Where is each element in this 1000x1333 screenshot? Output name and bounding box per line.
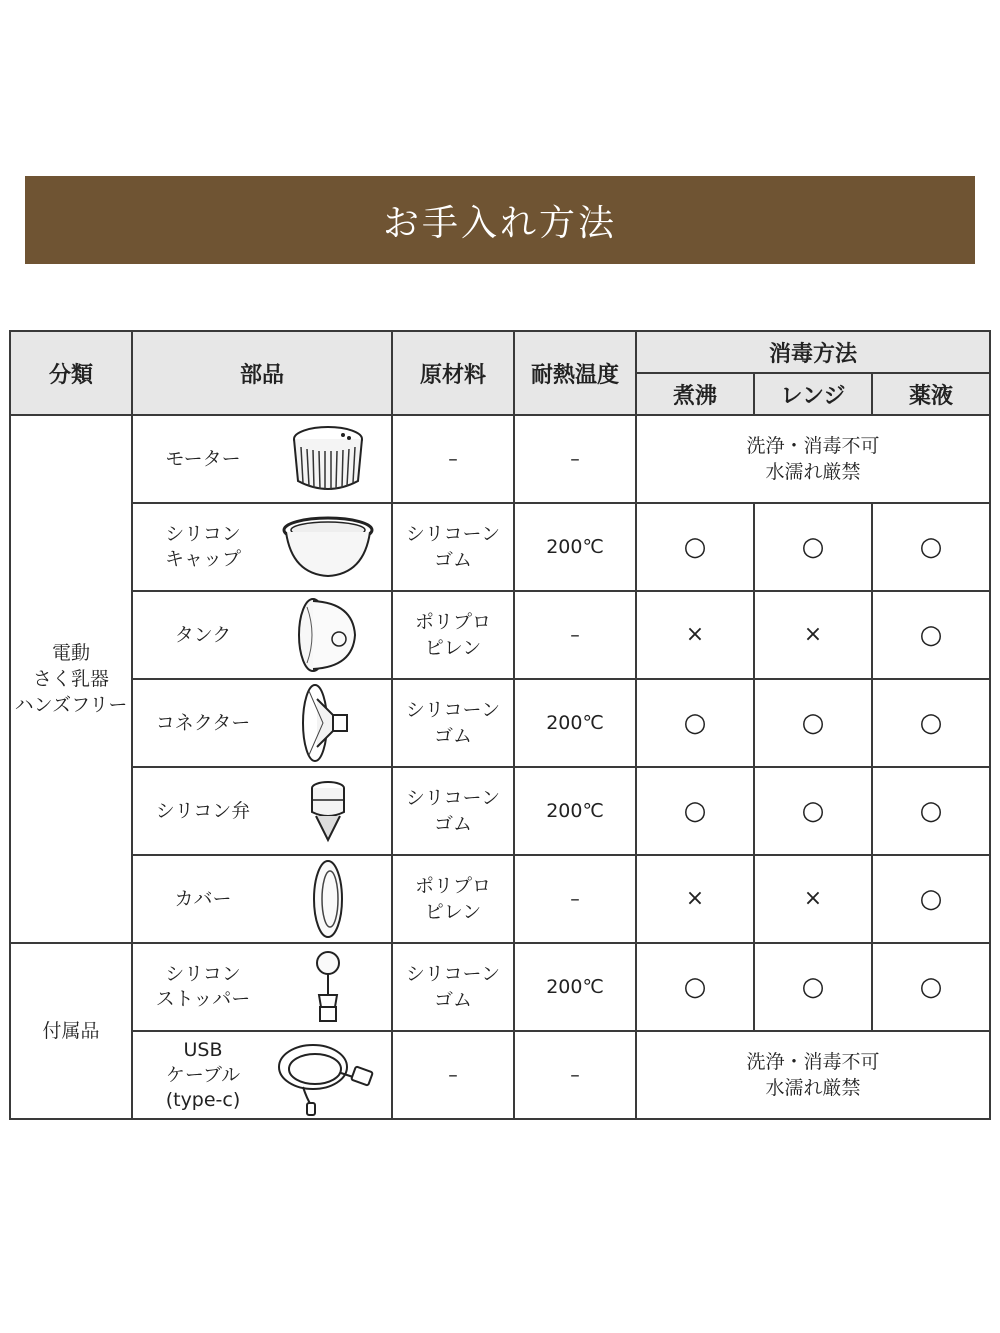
table-row <box>10 503 990 591</box>
silicone-cap-icon <box>273 504 383 590</box>
part-name: シリコン弁 <box>155 799 251 822</box>
heat-cell: – <box>514 1031 636 1119</box>
heat-cell: 200℃ <box>514 679 636 767</box>
table-row <box>10 1031 990 1119</box>
boil-cell: ○ <box>636 679 754 767</box>
microwave-cell: × <box>754 855 872 943</box>
page-title: お手入れ方法 <box>382 202 617 244</box>
material-cell: – <box>392 1031 514 1119</box>
chemical-cell: ○ <box>872 679 990 767</box>
microwave-cell: ○ <box>754 503 872 591</box>
heat-cell: – <box>514 591 636 679</box>
part-cell <box>132 415 392 503</box>
chemical-cell: ○ <box>872 855 990 943</box>
part-name: タンク <box>174 623 232 646</box>
table-row <box>10 591 990 679</box>
care-table <box>9 330 991 1120</box>
boil-cell: × <box>636 855 754 943</box>
boil-cell: × <box>636 591 754 679</box>
part-cell <box>132 591 392 679</box>
material-cell: ポリプロ ピレン <box>392 591 514 679</box>
part-cell <box>132 1031 392 1119</box>
part-cell <box>132 503 392 591</box>
part-cell <box>132 679 392 767</box>
table-row <box>10 855 990 943</box>
header-microwave: レンジ <box>754 373 872 415</box>
part-name: コネクター <box>155 711 251 734</box>
part-name: シリコン キャップ <box>164 523 241 570</box>
part-cell <box>132 943 392 1031</box>
part-cell <box>132 767 392 855</box>
motor-icon <box>273 416 383 502</box>
no-wash-notice: 洗浄・消毒不可 水濡れ厳禁 <box>636 1031 990 1119</box>
boil-cell: ○ <box>636 943 754 1031</box>
header-category: 分類 <box>10 331 132 415</box>
table-row <box>10 943 990 1031</box>
tank-icon <box>273 592 383 678</box>
heat-cell: 200℃ <box>514 503 636 591</box>
material-cell: シリコーン ゴム <box>392 679 514 767</box>
material-cell: シリコーン ゴム <box>392 503 514 591</box>
heat-cell: – <box>514 855 636 943</box>
stopper-icon <box>273 944 383 1030</box>
part-name: シリコン ストッパー <box>155 963 251 1010</box>
page-title-banner <box>25 176 975 264</box>
no-wash-notice: 洗浄・消毒不可 水濡れ厳禁 <box>636 415 990 503</box>
heat-cell: 200℃ <box>514 767 636 855</box>
microwave-cell: × <box>754 591 872 679</box>
connector-icon <box>273 680 383 766</box>
boil-cell: ○ <box>636 767 754 855</box>
microwave-cell: ○ <box>754 679 872 767</box>
table-row <box>10 415 990 503</box>
boil-cell: ○ <box>636 503 754 591</box>
table-row <box>10 767 990 855</box>
cover-icon <box>273 856 383 942</box>
microwave-cell: ○ <box>754 767 872 855</box>
material-cell: ポリプロ ピレン <box>392 855 514 943</box>
valve-icon <box>273 768 383 854</box>
header-method: 消毒方法 <box>636 331 990 373</box>
usb-cable-icon <box>273 1032 383 1118</box>
material-cell: – <box>392 415 514 503</box>
chemical-cell: ○ <box>872 943 990 1031</box>
header-material: 原材料 <box>392 331 514 415</box>
part-name: モーター <box>165 447 241 470</box>
part-cell <box>132 855 392 943</box>
heat-cell: 200℃ <box>514 943 636 1031</box>
microwave-cell: ○ <box>754 943 872 1031</box>
chemical-cell: ○ <box>872 591 990 679</box>
header-heat: 耐熱温度 <box>514 331 636 415</box>
header-part: 部品 <box>132 331 392 415</box>
group-accessory: 付属品 <box>10 943 132 1119</box>
heat-cell: – <box>514 415 636 503</box>
header-boil: 煮沸 <box>636 373 754 415</box>
material-cell: シリコーン ゴム <box>392 943 514 1031</box>
material-cell: シリコーン ゴム <box>392 767 514 855</box>
header-chemical: 薬液 <box>872 373 990 415</box>
chemical-cell: ○ <box>872 503 990 591</box>
table-row <box>10 679 990 767</box>
chemical-cell: ○ <box>872 767 990 855</box>
group-pump: 電動 さく乳器 ハンズフリー <box>10 415 132 943</box>
part-name: USB ケーブル (type-c) <box>165 1038 241 1111</box>
part-name: カバー <box>174 887 232 910</box>
